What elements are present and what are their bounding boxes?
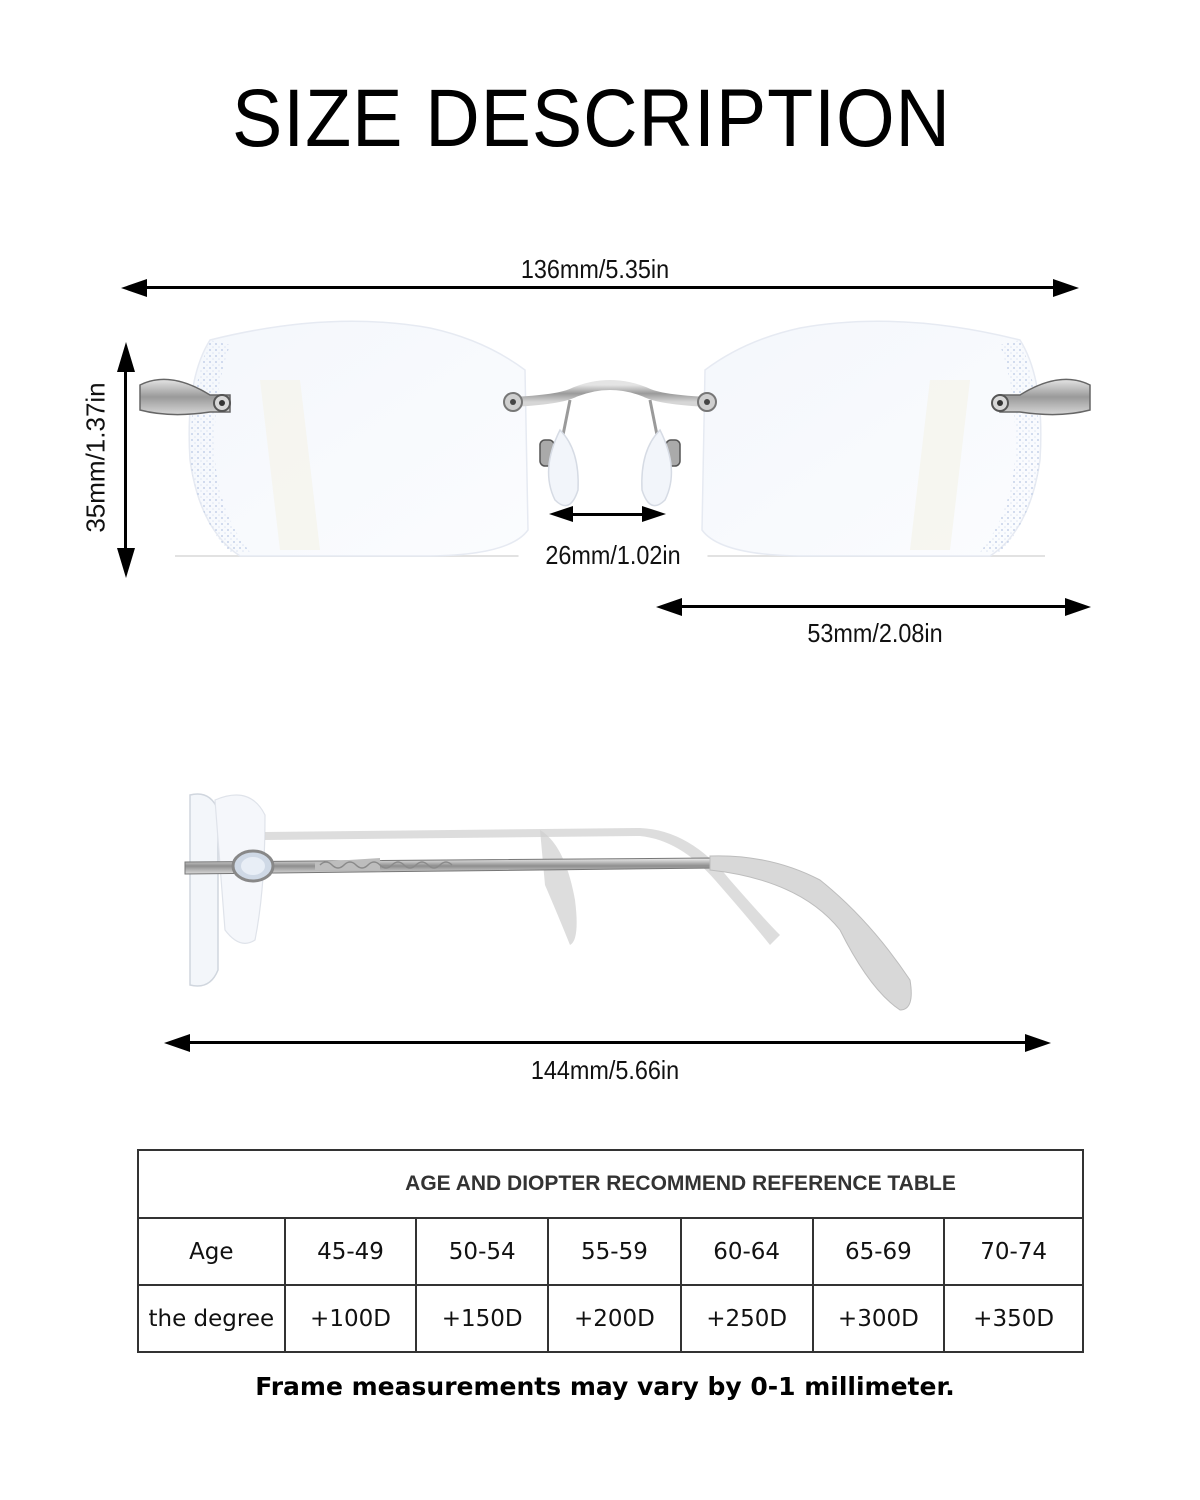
arrow-right-icon [1065,598,1091,616]
row-header: the degree [138,1285,285,1352]
lens-width-line [676,605,1071,608]
page-title: SIZE DESCRIPTION [232,73,951,164]
total-width-label: 136mm/5.35in [520,254,670,284]
arrow-right-icon [1053,279,1079,297]
table-cell: 70-74 [944,1218,1083,1285]
table-cell: +250D [681,1285,813,1352]
table-cell: +150D [416,1285,548,1352]
disclaimer-text: Frame measurements may vary by 0-1 millimeter. [255,1372,955,1401]
lens-height-line [124,368,127,554]
table-cell: 50-54 [416,1218,548,1285]
glasses-front-image [130,300,1100,570]
arrow-right-icon [1025,1034,1051,1052]
temple-length-line [185,1041,1030,1044]
table-cell: 65-69 [813,1218,945,1285]
lens-width-label: 53mm/2.08in [807,618,943,648]
table-cell: +350D [944,1285,1083,1352]
table-cell: +300D [813,1285,945,1352]
bridge-width-line [570,513,650,516]
arrow-right-icon [642,506,666,522]
table-row-degree [138,1285,1083,1352]
glasses-side-image [170,770,1070,1020]
row-header: Age [138,1218,285,1285]
table-cell: 45-49 [285,1218,417,1285]
table-cell: 55-59 [548,1218,681,1285]
table-cell: +200D [548,1285,681,1352]
table-cell: 60-64 [681,1218,813,1285]
temple-length-label: 144mm/5.66in [530,1055,680,1085]
table-cell: +100D [285,1285,417,1352]
table-row-age [138,1218,1083,1285]
age-diopter-table [137,1149,1084,1353]
bridge-width-label: 26mm/1.02in [519,540,708,571]
total-width-line [140,286,1060,289]
table-title: AGE AND DIOPTER RECOMMEND REFERENCE TABLE [138,1150,1083,1218]
lens-height-label: 35mm/1.37in [80,382,111,533]
